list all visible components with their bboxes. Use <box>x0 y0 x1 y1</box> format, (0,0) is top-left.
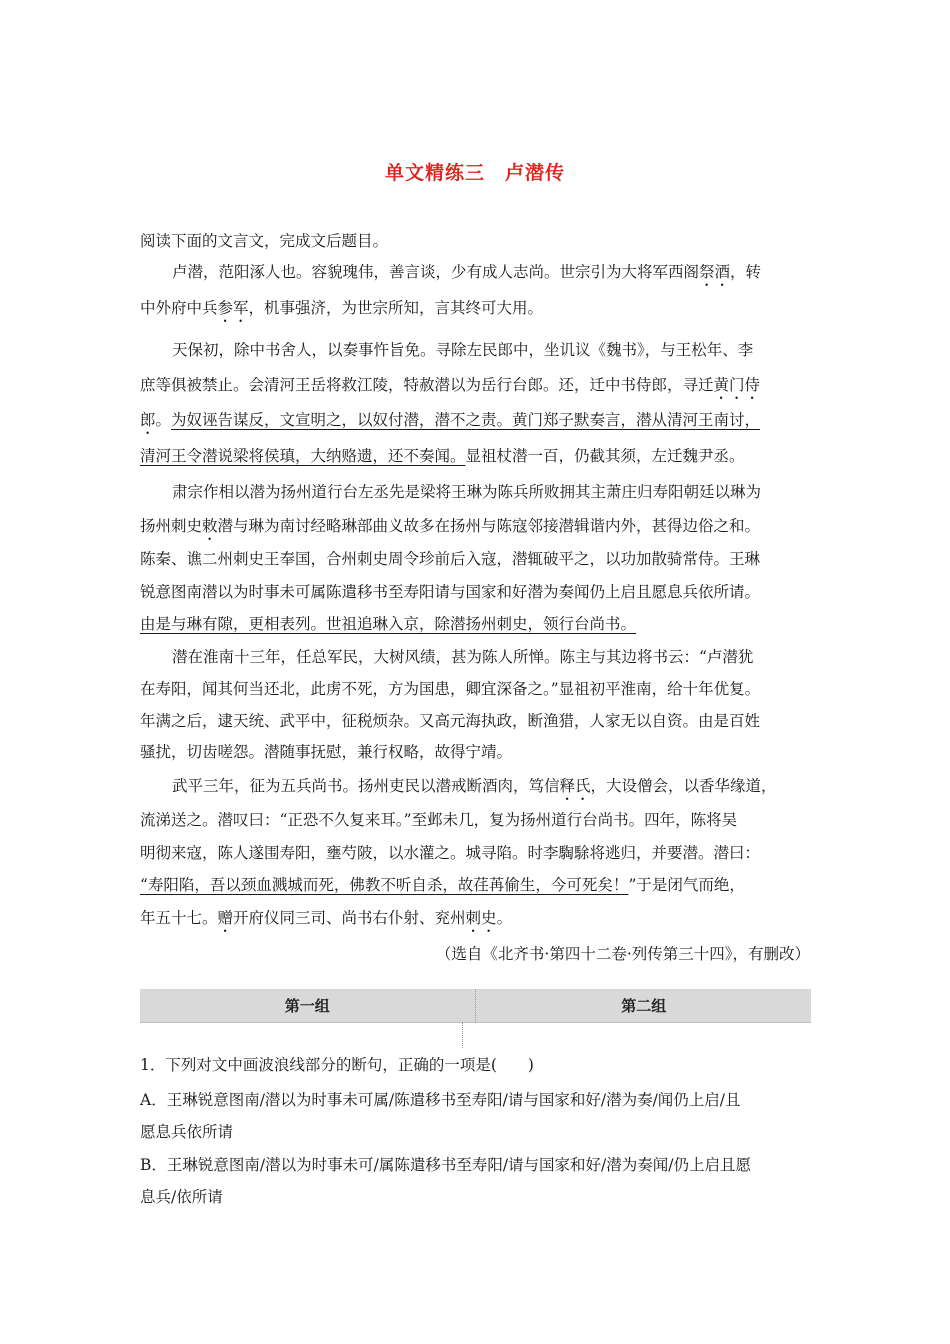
tab-group-2[interactable]: 第二组 <box>621 997 667 1015</box>
passage-line: 明彻来寇，陈人遂围寿阳，壅芍陂，以水灌之。城寻陷。时李騊駼将逃归，并要潜。潜曰： <box>140 844 761 862</box>
passage-line: 潜在淮南十三年，任总军民，大树风绩，甚为陈人所惮。陈主与其边将书云：“卢潜犹 <box>172 648 754 666</box>
passage-line: 庶等俱被禁止。会清河王岳将救江陵，特赦潜以为岳行台郎。还，迁中书侍郎，寻迁黄门侍 <box>140 376 761 394</box>
passage-line: “寿阳陷，吾以颈血溅城而死，佛教不听自杀，故荏苒偷生，今可死矣！”于是闭气而绝， <box>140 876 745 894</box>
passage-line: 年满之后，逮天统、武平中，征税烦杂。又高元海执政，断渔猎，人家无以自资。由是百姓 <box>140 712 761 730</box>
passage-line: 郎。为奴诬告谋反，文宣明之，以奴付潜，潜不之责。黄门郑子默奏言，潜从清河王南讨， <box>140 411 761 429</box>
dotted-term: 释氏 <box>559 777 591 795</box>
passage-line: 卢潜，范阳涿人也。容貌瑰伟，善言谈，少有成人志尚。世宗引为大将军西阁祭酒，转 <box>172 263 762 281</box>
option-b-line: B．王琳锐意图南/潜以为时事未可/属陈遣移书至寿阳/请与国家和好/潜为奏闻/仍上启且愿 <box>140 1156 752 1174</box>
passage-line: 在寿阳，闻其何当还北，此虏不死，方为国患，卿宜深备之。”显祖初平淮南，给十年优复。 <box>140 680 761 698</box>
passage-line: 天保初，除中书舍人，以奏事忤旨免。寻除左民郎中，坐讥议《魏书》，与王松年、李 <box>172 341 754 359</box>
passage-line: 年五十七。赠开府仪同三司、尚书右仆射、兖州刺史。 <box>140 909 513 927</box>
passage-line: 陈秦、谯二州刺史王奉国，合州刺史周令珍前后入寇，潜辄破平之，以功加散骑常侍。王琳 <box>140 550 761 568</box>
underlined-sentence: 清河王令潜说梁将侯瑱，大纳赂遗，还不奏闻。 <box>140 447 466 465</box>
underlined-sentence: 由是与琳有隙，更相表列。世祖追琳入京，除潜扬州刺史，领行台尚书。 <box>140 615 637 633</box>
option-a-line: 愿息兵依所请 <box>140 1123 234 1141</box>
passage-line <box>140 614 636 634</box>
option-b-line: 息兵/依所请 <box>140 1188 223 1206</box>
dotted-term: 郎 <box>140 411 156 429</box>
dotted-term: 祭酒 <box>699 263 731 281</box>
passage-line: 肃宗作相以潜为扬州道行台左丞先是梁将王琳为陈兵所败拥其主萧庄归寿阳朝廷以琳为 <box>172 483 762 501</box>
option-a-line: A．王琳锐意图南/潜以为时事未可属/陈遣移书至寿阳/请与国家和好/潜为奏/闻仍上启/且 <box>140 1091 741 1109</box>
passage-line: 清河王令潜说梁将侯瑱，大纳赂遗，还不奏闻。显祖杖潜一百，仍截其须，左迁魏尹丞。 <box>140 447 745 465</box>
question-stem: 1．下列对文中画波浪线部分的断句，正确的一项是( ) <box>140 1056 534 1074</box>
passage-line: 中外府中兵参军，机事强济，为世宗所知，言其终可大用。 <box>140 299 544 317</box>
underlined-sentence: 为奴诬告谋反，文宣明之，以奴付潜，潜不之责。黄门郑子默奏言，潜从清河王南讨， <box>171 411 761 429</box>
passage-line: 扬州刺史敕潜与琳为南讨经略琳部曲义故多在扬州与陈寇邻接潜辑谐内外，甚得边俗之和。 <box>140 517 761 535</box>
dotted-term: 刺史 <box>465 909 497 927</box>
column-divider <box>462 1022 463 1048</box>
tab-group-1[interactable]: 第一组 <box>284 997 330 1015</box>
dotted-term: 黄门侍 <box>713 376 761 394</box>
dotted-term: 参军 <box>217 299 249 317</box>
group-tabs <box>140 989 811 1023</box>
dotted-term: 赠 <box>217 909 234 927</box>
source-citation: （选自《北齐书·第四十二卷·列传第三十四》，有删改） <box>435 945 810 963</box>
passage-line: 流涕送之。潜叹曰：“正恐不久复来耳。”至邺未几，复为扬州道行台尚书。四年，陈将吴 <box>140 811 738 829</box>
underlined-sentence: “寿阳陷，吾以颈血溅城而死，佛教不听自杀，故荏苒偷生，今可死矣！ <box>140 876 629 894</box>
dotted-term: 敕 <box>202 517 218 535</box>
passage-line: 锐意图南潜以为时事未可属陈遣移书至寿阳请与国家和好潜为奏闻仍上启且愿息兵依所请。 <box>140 583 761 601</box>
passage-line: 骚扰，切齿嗟怨。潜随事抚慰，兼行权略，故得宁靖。 <box>140 743 513 761</box>
passage-line: 武平三年，征为五兵尚书。扬州吏民以潜戒断酒肉，笃信释氏，大设僧会，以香华缘道， <box>172 777 777 795</box>
instructions: 阅读下面的文言文，完成文后题目。 <box>140 232 389 250</box>
page-title: 单文精练三 卢潜传 <box>384 162 565 184</box>
